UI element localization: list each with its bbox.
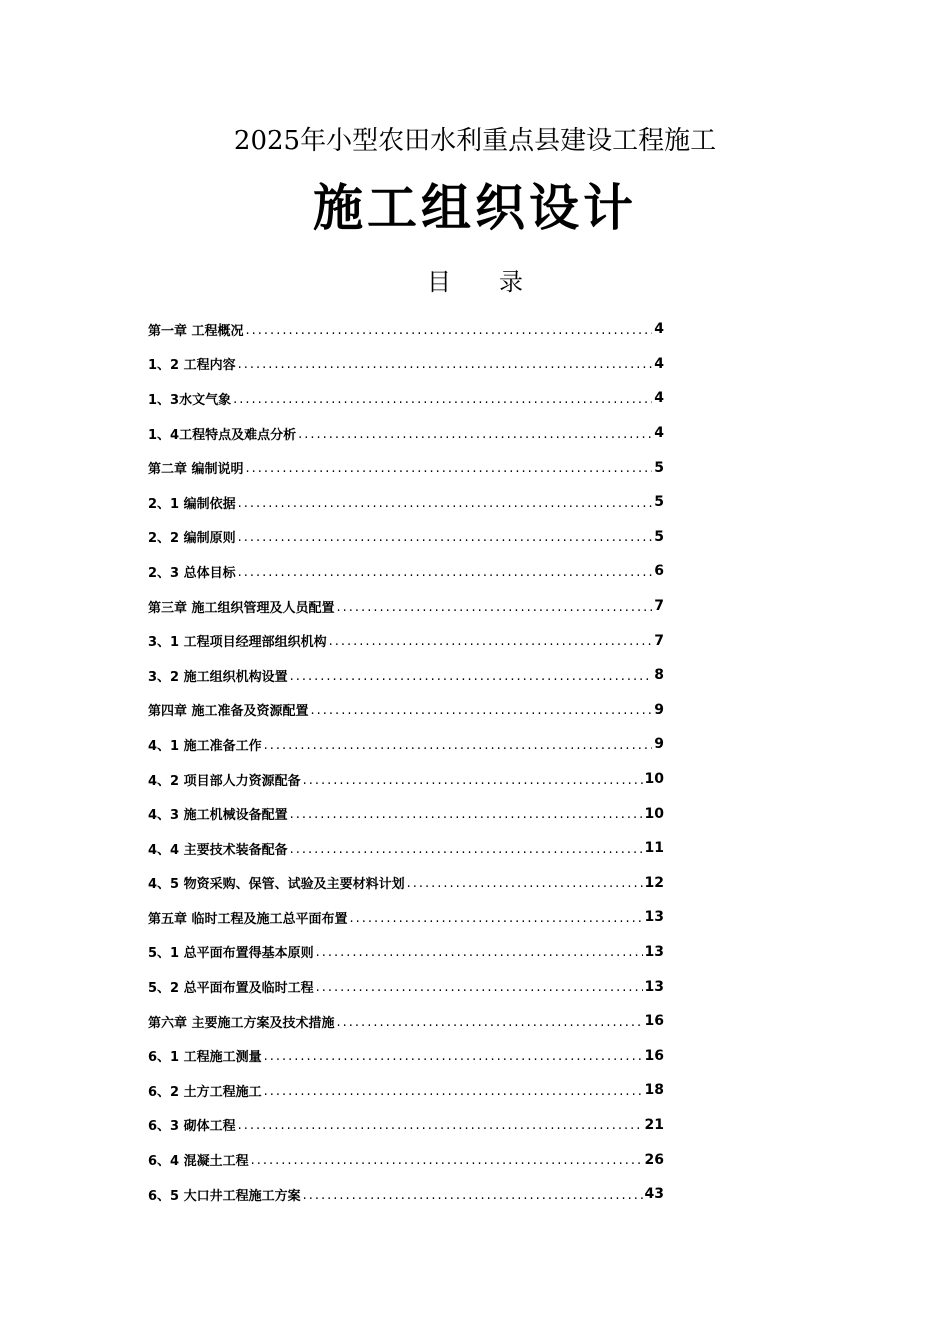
toc-entry-label: 3、2 施工组织机构设置 — [148, 669, 288, 685]
toc-leader-dots — [264, 738, 653, 751]
toc-entry-page: 26 — [644, 1151, 664, 1168]
toc-entry-page: 43 — [644, 1186, 664, 1203]
toc-entry-page: 9 — [654, 736, 664, 753]
toc-leader-dots — [303, 1188, 643, 1201]
toc-leader-dots — [251, 1153, 643, 1166]
toc-leader-dots — [407, 876, 643, 889]
toc-entry-page: 16 — [644, 1013, 664, 1030]
toc-entry[interactable] — [146, 935, 664, 970]
toc-entry[interactable] — [146, 693, 664, 728]
toc-entry-label: 4、2 项目部人力资源配备 — [148, 773, 301, 789]
toc-entry-page: 13 — [644, 909, 664, 926]
toc-entry[interactable] — [146, 381, 664, 416]
toc-entry[interactable] — [146, 796, 664, 831]
toc-leader-dots — [311, 703, 653, 716]
toc-entry-page: 5 — [654, 459, 664, 476]
toc-entry[interactable] — [146, 762, 664, 797]
toc-entry-label: 第五章 临时工程及施工总平面布置 — [148, 911, 348, 927]
toc-leader-dots — [238, 1118, 643, 1131]
toc-entry-page: 4 — [654, 355, 664, 372]
toc-entry[interactable] — [146, 450, 664, 485]
document-subtitle: 2025年小型农田水利重点县建设工程施工 — [233, 126, 717, 156]
toc-entry-page: 13 — [644, 978, 664, 995]
toc-leader-dots — [246, 323, 653, 336]
toc-leader-dots — [316, 945, 643, 958]
toc-entry[interactable] — [146, 589, 664, 624]
toc-entry[interactable] — [146, 554, 664, 589]
toc-entry-label: 4、3 施工机械设备配置 — [148, 808, 288, 824]
toc-entry-page: 10 — [644, 771, 664, 788]
toc-entry[interactable] — [146, 312, 664, 347]
toc-entry-page: 13 — [644, 943, 664, 960]
toc-entry-label: 6、3 砌体工程 — [148, 1119, 236, 1135]
toc-leader-dots — [246, 461, 653, 474]
toc-entry-page: 18 — [644, 1082, 664, 1099]
toc-entry[interactable] — [146, 623, 664, 658]
toc-entry-page: 12 — [644, 874, 664, 891]
toc-entry-page: 4 — [654, 425, 664, 442]
toc-entry-label: 1、4工程特点及难点分析 — [148, 427, 297, 443]
toc-entry[interactable] — [146, 485, 664, 520]
toc-leader-dots — [238, 496, 653, 509]
toc-entry-label: 4、5 物资采购、保管、试验及主要材料计划 — [148, 877, 405, 893]
toc-entry-page: 11 — [644, 840, 664, 857]
toc-entry-label: 第二章 编制说明 — [148, 462, 244, 478]
toc-entry[interactable] — [146, 1073, 664, 1108]
toc-leader-dots — [238, 565, 653, 578]
toc-entry-page: 9 — [654, 701, 664, 718]
toc-entry-page: 21 — [644, 1116, 664, 1133]
toc-entry-page: 10 — [644, 805, 664, 822]
toc-entry-page: 5 — [654, 494, 664, 511]
toc-leader-dots — [238, 357, 653, 370]
toc-entry[interactable] — [146, 658, 664, 693]
toc-entry[interactable] — [146, 969, 664, 1004]
toc-entry-label: 1、3水文气象 — [148, 392, 232, 408]
toc-entry-page: 7 — [654, 598, 664, 615]
toc-entry-label: 第六章 主要施工方案及技术措施 — [148, 1015, 335, 1031]
toc-leader-dots — [337, 600, 653, 613]
toc-leader-dots — [303, 773, 643, 786]
toc-entry-page: 5 — [654, 528, 664, 545]
toc-leader-dots — [329, 634, 653, 647]
toc-entry[interactable] — [146, 520, 664, 555]
toc-leader-dots — [233, 392, 652, 405]
toc-entry[interactable] — [146, 900, 664, 935]
toc-entry-label: 6、1 工程施工测量 — [148, 1050, 262, 1066]
toc-leader-dots — [337, 1015, 643, 1028]
toc-entry-page: 6 — [654, 563, 664, 580]
toc-entry-label: 第一章 工程概况 — [148, 323, 244, 339]
toc-entry[interactable] — [146, 1108, 664, 1143]
toc-entry-page: 8 — [654, 667, 664, 684]
toc-entry-label: 2、1 编制依据 — [148, 496, 236, 512]
toc-entry-label: 第四章 施工准备及资源配置 — [148, 704, 309, 720]
toc-entry-label: 2、2 编制原则 — [148, 531, 236, 547]
toc-leader-dots — [298, 427, 652, 440]
toc-entry-page: 16 — [644, 1047, 664, 1064]
toc-entry[interactable] — [146, 866, 664, 901]
toc-leader-dots — [290, 669, 653, 682]
toc-entry-page: 4 — [654, 321, 664, 338]
toc-entry-label: 6、2 土方工程施工 — [148, 1084, 262, 1100]
toc-entry-label: 6、4 混凝土工程 — [148, 1154, 249, 1170]
toc-entry-label: 4、4 主要技术装备配备 — [148, 842, 288, 858]
toc-leader-dots — [350, 911, 643, 924]
toc-entry-label: 1、2 工程内容 — [148, 358, 236, 374]
toc-heading-char-1: 目 — [427, 268, 451, 296]
toc-entry-label: 2、3 总体目标 — [148, 565, 236, 581]
toc-entry-label: 5、2 总平面布置及临时工程 — [148, 981, 314, 997]
toc-leader-dots — [290, 842, 643, 855]
toc-entry[interactable] — [146, 1177, 664, 1212]
table-of-contents — [146, 312, 664, 1211]
toc-entry[interactable] — [146, 347, 664, 382]
document-title: 施工组织设计 — [313, 178, 637, 237]
toc-leader-dots — [264, 1084, 643, 1097]
toc-entry[interactable] — [146, 1142, 664, 1177]
toc-leader-dots — [264, 1049, 643, 1062]
toc-leader-dots — [290, 807, 643, 820]
toc-entry[interactable] — [146, 831, 664, 866]
toc-entry-label: 第三章 施工组织管理及人员配置 — [148, 600, 335, 616]
toc-entry-page: 7 — [654, 632, 664, 649]
toc-entry-label: 4、1 施工准备工作 — [148, 738, 262, 754]
toc-entry-label: 6、5 大口井工程施工方案 — [148, 1188, 301, 1204]
toc-heading — [0, 262, 950, 297]
toc-entry[interactable] — [146, 416, 664, 451]
toc-heading-char-2: 录 — [499, 268, 523, 296]
toc-entry-label: 5、1 总平面布置得基本原则 — [148, 946, 314, 962]
toc-entry[interactable] — [146, 1038, 664, 1073]
toc-leader-dots — [238, 530, 653, 543]
toc-entry-label: 3、1 工程项目经理部组织机构 — [148, 635, 327, 651]
toc-entry[interactable] — [146, 727, 664, 762]
toc-entry-page: 4 — [654, 390, 664, 407]
toc-entry[interactable] — [146, 1004, 664, 1039]
toc-leader-dots — [316, 980, 643, 993]
